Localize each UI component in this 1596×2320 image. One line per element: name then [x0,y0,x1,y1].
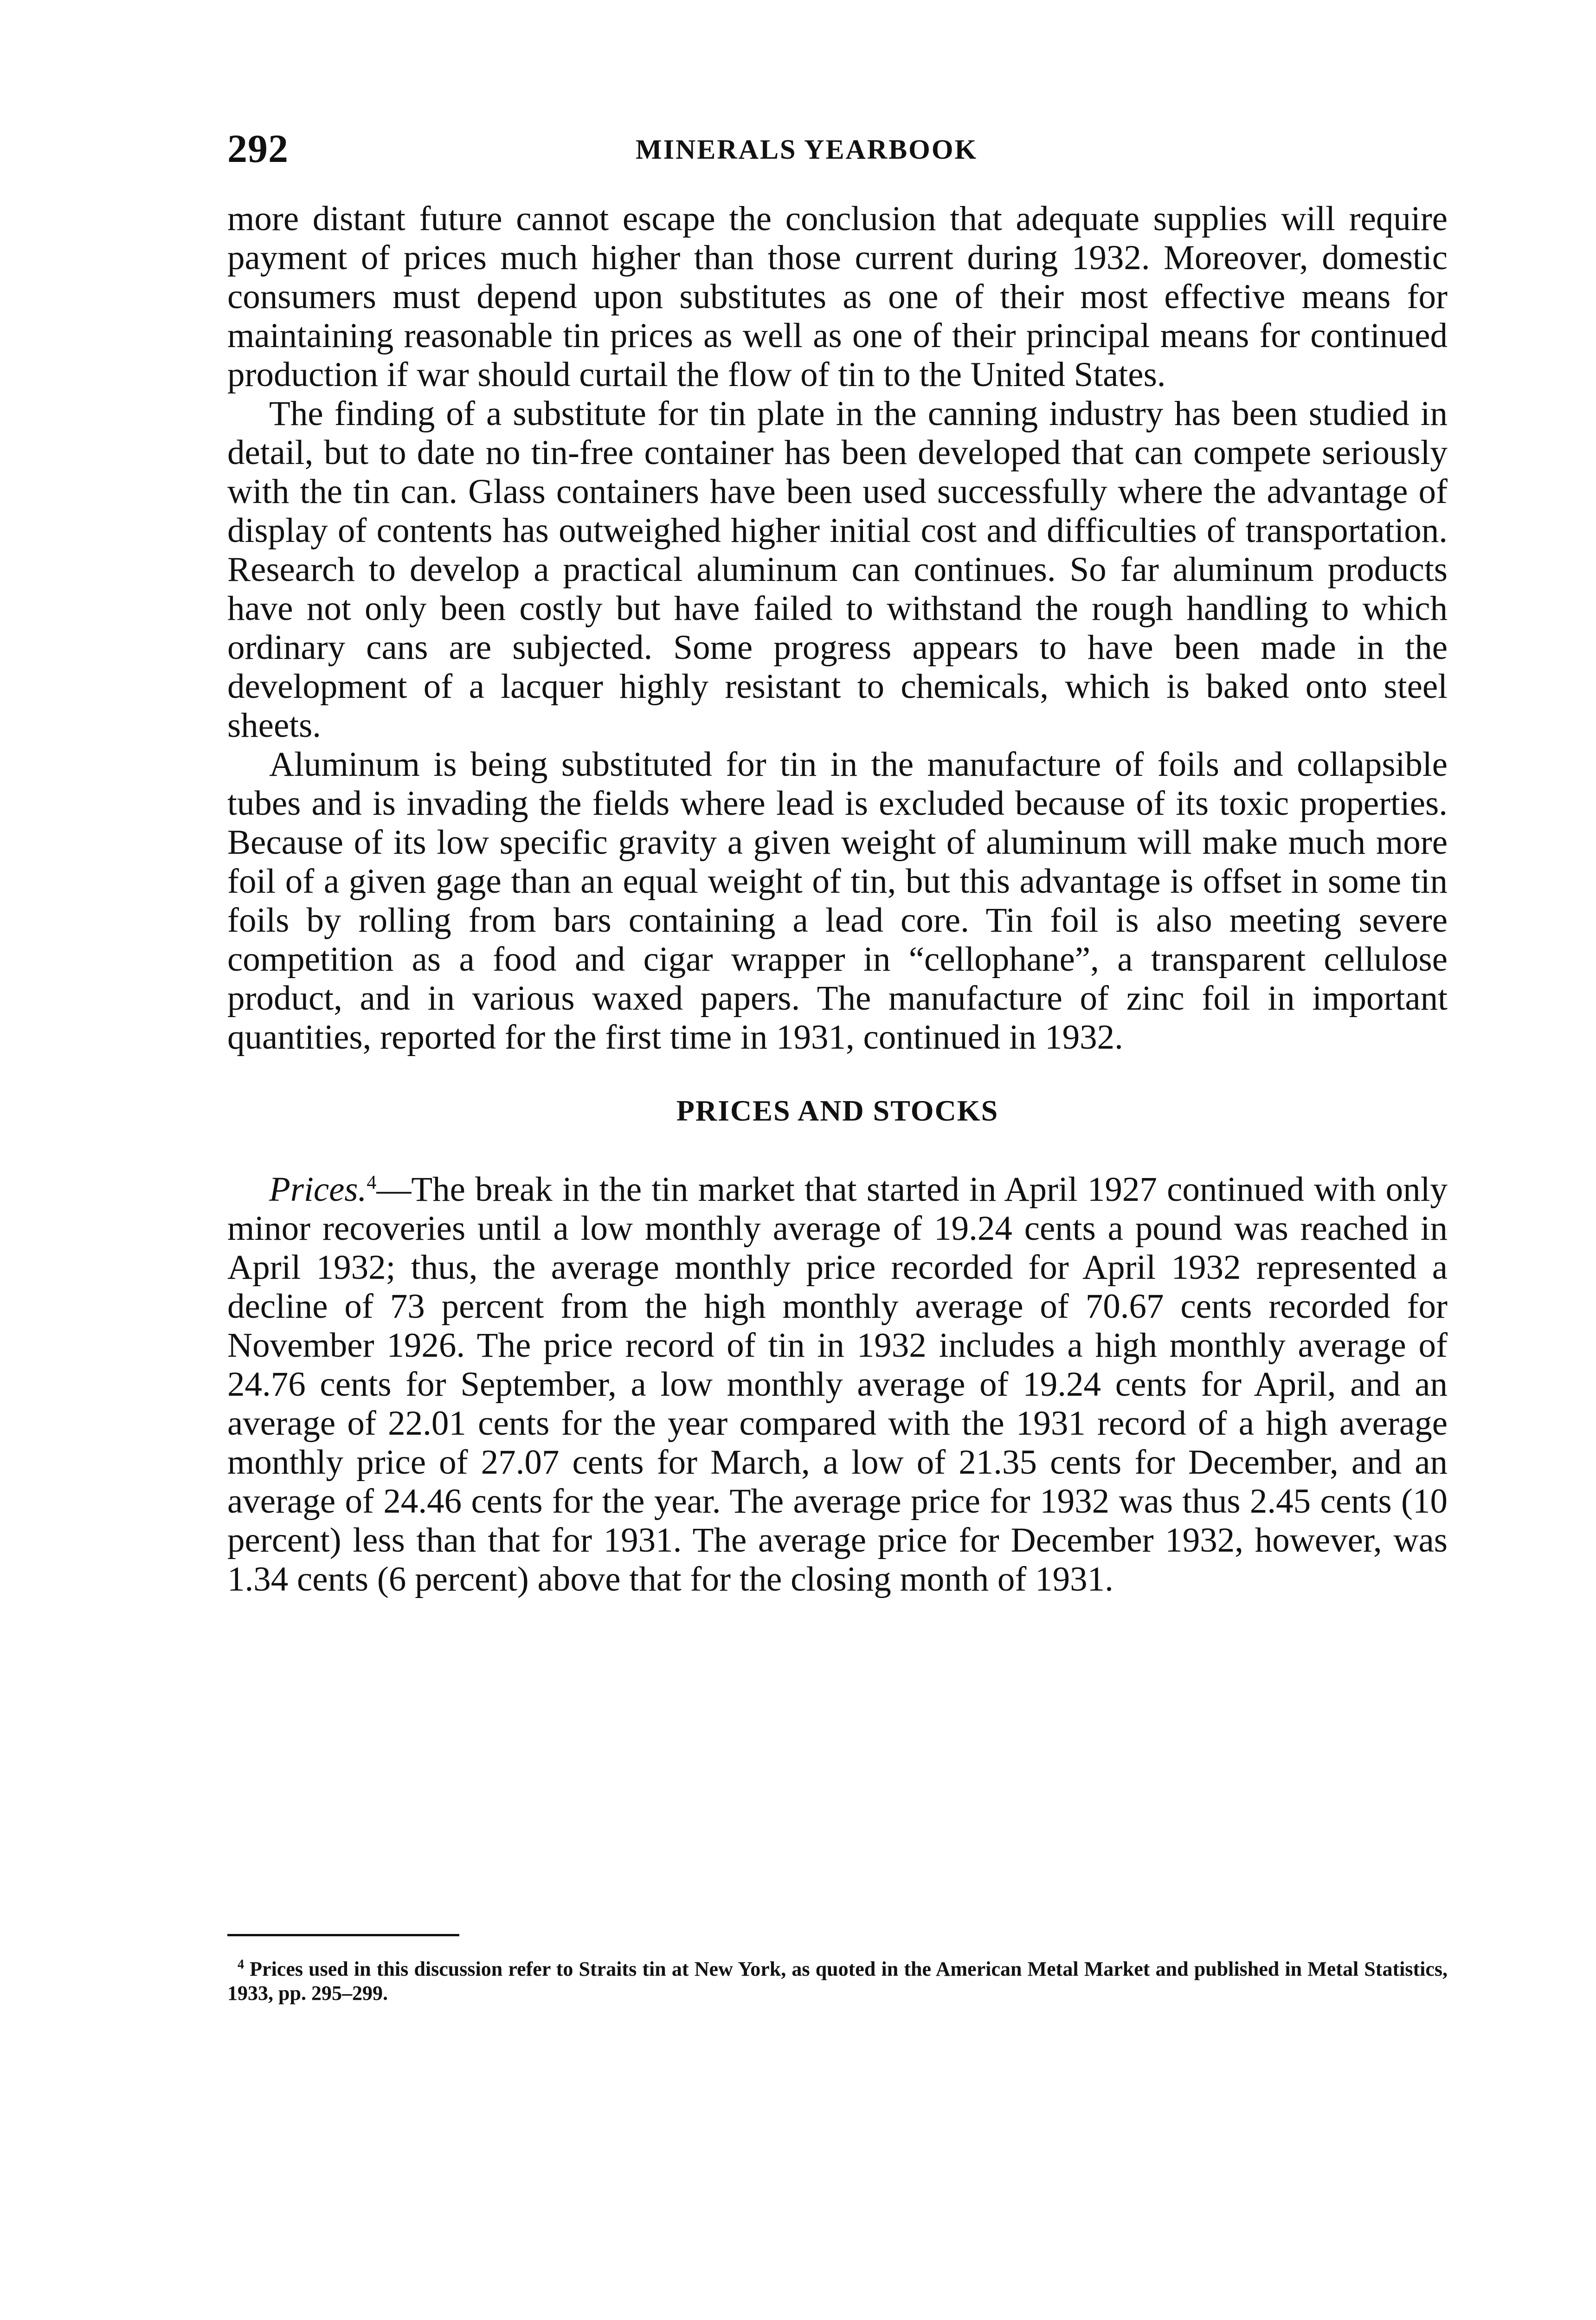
footnote [227,1957,1448,2005]
section-heading-prices-and-stocks: PRICES AND STOCKS [676,1094,999,1127]
footnote-marker: 4 [238,1957,244,1972]
paragraph-aluminum-foils: Aluminum is being substituted for tin in the manufacture of foils and collapsible tubes and is invading the fields where lead is excluded because of its toxic properties. Because of its low specific gravity a given weight of aluminum will make much more foil of a given gage than an equal weight of tin, but this advantage is offset in some tin foils by rolling from bars containing a lead core. Tin foil is also meeting severe competition as a food and cigar wrapper in “cellophane”, a transparent cellulose product, and in various waxed papers. The manufacture of zinc foil in important quantities, reported for the first time in 1931, continued in 1932. [227,745,1448,1057]
running-head: MINERALS YEARBOOK [636,134,978,165]
footnote-divider [227,1934,459,1936]
paragraph-prices-text: —The break in the tin market that started in April 1927 continued with only minor recoveries until a low monthly average of 19.24 cents a pound was reached in April 1932; thus, the average monthly price recorded for April 1932 represented a decline of 73 percent from the high monthly average of 70.67 cents recorded for November 1926. The price record of tin in 1932 includes a high monthly average of 24.76 cents for September, a low monthly average of 19.24 cents for April, and an average of 22.01 cents for the year compared with the 1931 record of a high average monthly price of 27.07 cents for March, a low of 21.35 cents for December, and an average of 24.46 cents for the year. The average price for 1932 was thus 2.45 cents (10 percent) less than that for 1931. The average price for December 1932, however, was 1.34 cents (6 percent) above that for the closing month of 1931. [227,1170,1448,1598]
footnote-text: Prices used in this discussion refer to Straits tin at New York, as quoted in the American Metal Market and published in Metal Statistics, 1933, pp. 295–299. [227,1958,1448,2004]
body-text [227,200,1448,1599]
run-in-heading-prices: Prices. [269,1170,367,1209]
paragraph-continued: more distant future cannot escape the conclusion that adequate supplies will require payment of prices much higher than those current during 1932. Moreover, domestic consumers must depend upon substitutes as one of their most effective means for maintaining reasonable tin prices as well as one of their principal means for continued production if war should curtail the flow of tin to the United States. [227,200,1448,394]
footnote-reference: 4 [367,1172,377,1193]
page-number: 292 [227,126,289,171]
paragraph-prices [227,1170,1448,1599]
page-header [227,125,1443,176]
paragraph-tin-plate-substitutes: The finding of a substitute for tin plate in the canning industry has been studied in detail, but to date no tin-free container has been developed that can compete seriously with the tin can. Glass containers have been used successfully where the advantage of display of contents has outweighed higher initial cost and difficulties of transportation. Research to develop a practical aluminum can continues. So far aluminum products have not only been costly but have failed to withstand the rough handling to which ordinary cans are subjected. Some progress appears to have been made in the development of a lacquer highly resistant to chemicals, which is baked onto steel sheets. [227,394,1448,745]
